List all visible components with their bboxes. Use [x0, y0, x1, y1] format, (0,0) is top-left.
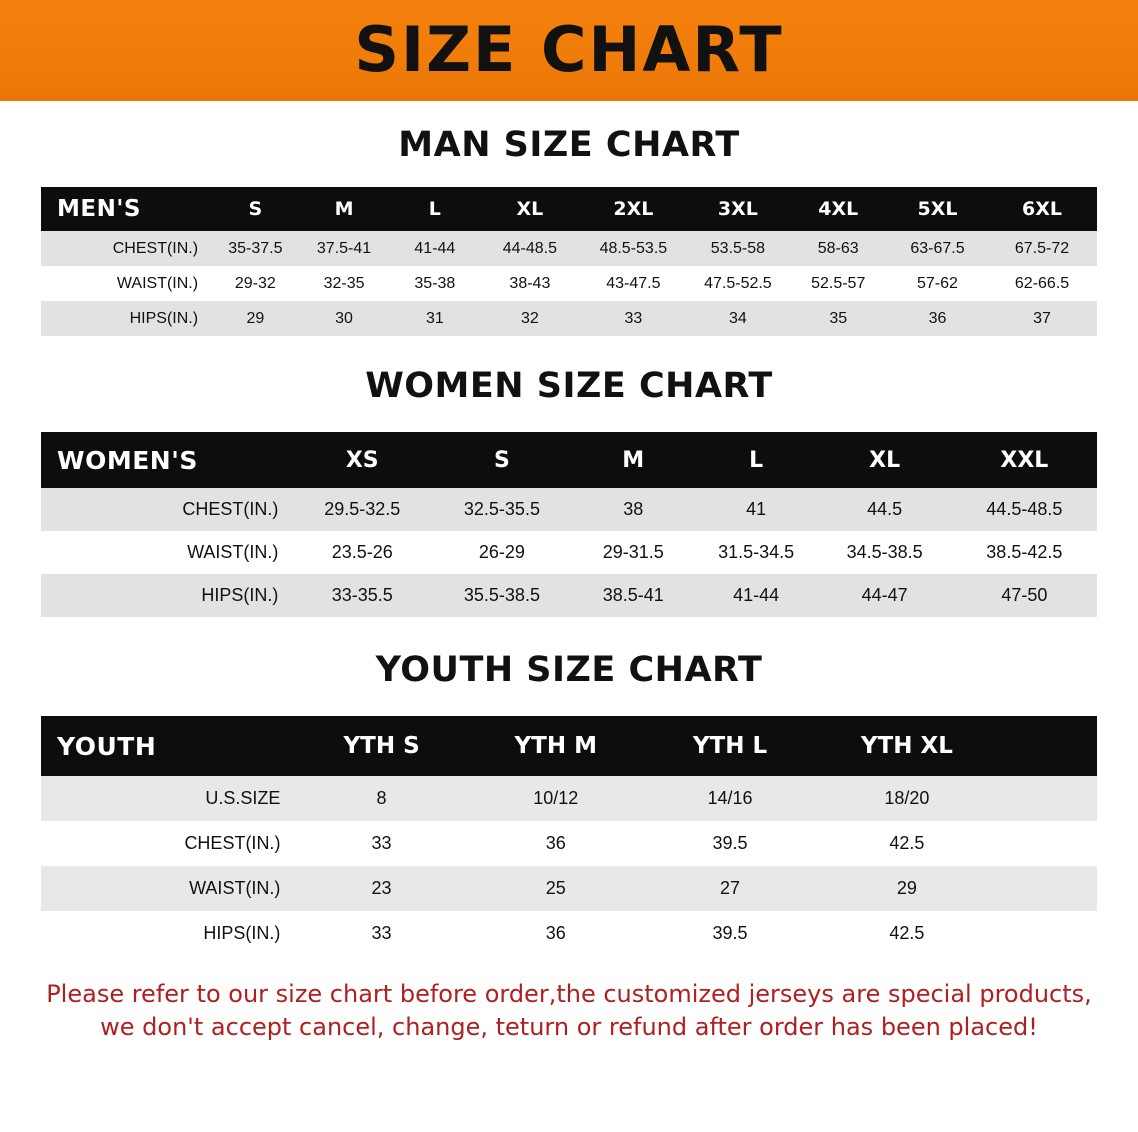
- table-header-row: [41, 187, 1097, 231]
- youth-cell: 10/12: [469, 776, 643, 821]
- man-header-cell: 5XL: [888, 187, 987, 231]
- table-row: [41, 821, 1097, 866]
- man-cell: 31: [389, 301, 480, 336]
- youth-cell: 42.5: [817, 911, 997, 956]
- youth-cell: 27: [643, 866, 817, 911]
- youth-cell: 33: [294, 911, 468, 956]
- table-row: [41, 488, 1097, 531]
- women-cell: 23.5-26: [292, 531, 432, 574]
- women-row-label: WAIST(IN.): [41, 531, 292, 574]
- man-header-cell: XL: [480, 187, 579, 231]
- women-header-cell: WOMEN'S: [41, 432, 292, 488]
- youth-header-cell: YTH L: [643, 716, 817, 776]
- youth-size-table-wrap: [41, 716, 1097, 956]
- man-cell: 67.5-72: [987, 231, 1097, 266]
- man-row-label: CHEST(IN.): [41, 231, 212, 266]
- man-section-title: MAN SIZE CHART: [398, 125, 740, 165]
- youth-cell-empty: [997, 776, 1097, 821]
- youth-row-label: WAIST(IN.): [41, 866, 294, 911]
- youth-row-label: CHEST(IN.): [41, 821, 294, 866]
- youth-header-cell: YTH M: [469, 716, 643, 776]
- women-cell: 34.5-38.5: [818, 531, 952, 574]
- women-cell: 35.5-38.5: [432, 574, 572, 617]
- man-cell: 38-43: [480, 266, 579, 301]
- women-header-cell: L: [695, 432, 818, 488]
- man-cell: 63-67.5: [888, 231, 987, 266]
- man-cell: 62-66.5: [987, 266, 1097, 301]
- women-row-label: CHEST(IN.): [41, 488, 292, 531]
- youth-cell: 36: [469, 911, 643, 956]
- man-header-cell: L: [389, 187, 480, 231]
- women-cell: 44-47: [818, 574, 952, 617]
- youth-cell: 18/20: [817, 776, 997, 821]
- women-cell: 41-44: [695, 574, 818, 617]
- women-cell: 31.5-34.5: [695, 531, 818, 574]
- women-cell: 26-29: [432, 531, 572, 574]
- youth-section-title: YOUTH SIZE CHART: [375, 650, 763, 690]
- man-cell: 53.5-58: [687, 231, 788, 266]
- table-row: [41, 231, 1097, 266]
- youth-cell: 23: [294, 866, 468, 911]
- youth-cell: 33: [294, 821, 468, 866]
- man-header-cell: M: [299, 187, 390, 231]
- women-cell: 38: [572, 488, 695, 531]
- women-header-cell: XS: [292, 432, 432, 488]
- women-size-table-wrap: [41, 432, 1097, 617]
- man-cell: 43-47.5: [580, 266, 688, 301]
- man-size-table: [41, 187, 1097, 336]
- man-header-cell: 2XL: [580, 187, 688, 231]
- notice-line-2: we don't accept cancel, change, teturn or refund after order has been placed!: [100, 1013, 1038, 1042]
- women-cell: 29-31.5: [572, 531, 695, 574]
- page-title: SIZE CHART: [354, 12, 784, 86]
- youth-cell-empty: [997, 866, 1097, 911]
- youth-cell: 39.5: [643, 911, 817, 956]
- man-cell: 48.5-53.5: [580, 231, 688, 266]
- man-header-cell: 4XL: [789, 187, 888, 231]
- women-cell: 44.5: [818, 488, 952, 531]
- man-header-cell: MEN'S: [41, 187, 212, 231]
- women-cell: 38.5-41: [572, 574, 695, 617]
- header-banner: [0, 0, 1138, 101]
- youth-cell: 25: [469, 866, 643, 911]
- man-header-cell: 3XL: [687, 187, 788, 231]
- man-cell: 32: [480, 301, 579, 336]
- youth-cell-empty: [997, 911, 1097, 956]
- man-row-label: HIPS(IN.): [41, 301, 212, 336]
- man-header-cell: 6XL: [987, 187, 1097, 231]
- table-row: [41, 911, 1097, 956]
- women-header-cell: S: [432, 432, 572, 488]
- notice-text: [39, 978, 1099, 1044]
- notice-line-1: Please refer to our size chart before order,the customized jerseys are special products,: [46, 980, 1092, 1008]
- youth-row-label: U.S.SIZE: [41, 776, 294, 821]
- youth-header-cell: YTH S: [294, 716, 468, 776]
- women-cell: 33-35.5: [292, 574, 432, 617]
- table-row: [41, 866, 1097, 911]
- youth-cell: 14/16: [643, 776, 817, 821]
- women-section-title: WOMEN SIZE CHART: [365, 366, 773, 406]
- women-header-cell: M: [572, 432, 695, 488]
- youth-cell: 39.5: [643, 821, 817, 866]
- man-cell: 36: [888, 301, 987, 336]
- man-cell: 29: [212, 301, 299, 336]
- man-row-label: WAIST(IN.): [41, 266, 212, 301]
- youth-row-label: HIPS(IN.): [41, 911, 294, 956]
- women-header-cell: XXL: [952, 432, 1097, 488]
- youth-cell: 29: [817, 866, 997, 911]
- man-size-table-wrap: [41, 187, 1097, 336]
- man-cell: 41-44: [389, 231, 480, 266]
- women-header-cell: XL: [818, 432, 952, 488]
- women-cell: 29.5-32.5: [292, 488, 432, 531]
- man-cell: 37.5-41: [299, 231, 390, 266]
- man-cell: 35-37.5: [212, 231, 299, 266]
- women-cell: 47-50: [952, 574, 1097, 617]
- table-row: [41, 574, 1097, 617]
- man-cell: 37: [987, 301, 1097, 336]
- women-cell: 32.5-35.5: [432, 488, 572, 531]
- women-size-table: [41, 432, 1097, 617]
- youth-header-cell: YTH XL: [817, 716, 997, 776]
- table-row: [41, 776, 1097, 821]
- man-cell: 30: [299, 301, 390, 336]
- women-cell: 38.5-42.5: [952, 531, 1097, 574]
- youth-size-table: [41, 716, 1097, 956]
- youth-cell: 36: [469, 821, 643, 866]
- table-header-row: [41, 432, 1097, 488]
- man-cell: 29-32: [212, 266, 299, 301]
- women-row-label: HIPS(IN.): [41, 574, 292, 617]
- table-header-row: [41, 716, 1097, 776]
- man-cell: 33: [580, 301, 688, 336]
- man-cell: 52.5-57: [789, 266, 888, 301]
- man-cell: 47.5-52.5: [687, 266, 788, 301]
- table-row: [41, 531, 1097, 574]
- youth-cell: 8: [294, 776, 468, 821]
- man-cell: 35-38: [389, 266, 480, 301]
- youth-header-cell: YOUTH: [41, 716, 294, 776]
- youth-header-cell-empty: [997, 716, 1097, 776]
- man-cell: 58-63: [789, 231, 888, 266]
- man-cell: 32-35: [299, 266, 390, 301]
- man-cell: 44-48.5: [480, 231, 579, 266]
- man-cell: 57-62: [888, 266, 987, 301]
- table-row: [41, 266, 1097, 301]
- man-cell: 35: [789, 301, 888, 336]
- man-cell: 34: [687, 301, 788, 336]
- man-header-cell: S: [212, 187, 299, 231]
- table-row: [41, 301, 1097, 336]
- youth-cell: 42.5: [817, 821, 997, 866]
- women-cell: 44.5-48.5: [952, 488, 1097, 531]
- women-cell: 41: [695, 488, 818, 531]
- youth-cell-empty: [997, 821, 1097, 866]
